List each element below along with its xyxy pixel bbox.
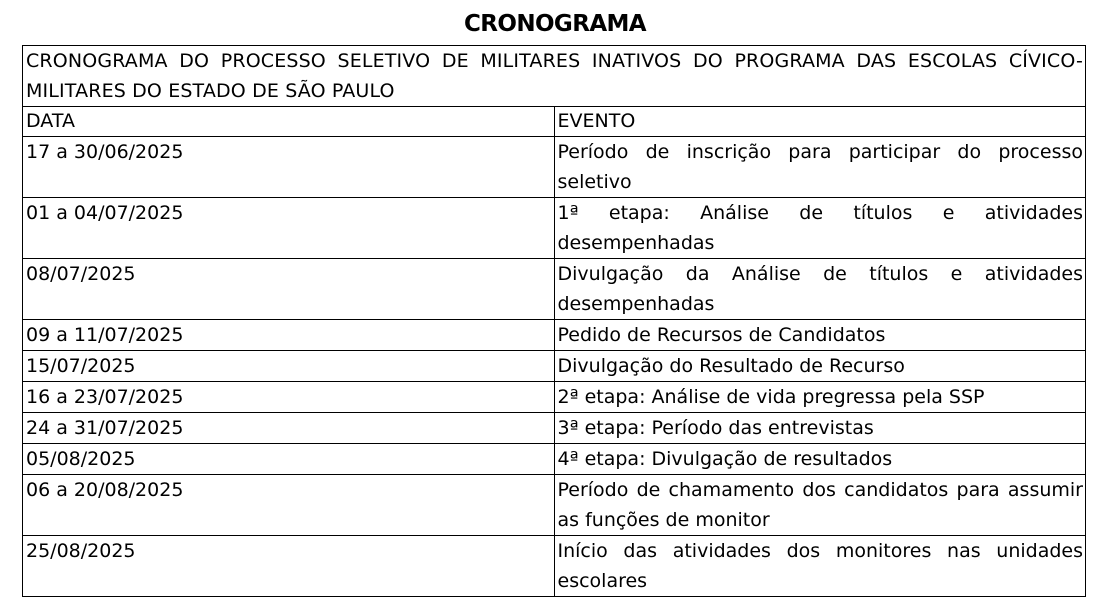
- table-row: [23, 198, 1086, 259]
- table-row: [23, 444, 1086, 475]
- event-column-header: EVENTO: [554, 107, 1086, 137]
- schedule-table: [22, 45, 1086, 597]
- date-cell: 15/07/2025: [23, 351, 555, 382]
- date-column-header: DATA: [23, 107, 555, 137]
- event-cell: Divulgação do Resultado de Recurso: [554, 351, 1086, 382]
- event-cell: Pedido de Recursos de Candidatos: [554, 320, 1086, 351]
- date-cell: 09 a 11/07/2025: [23, 320, 555, 351]
- event-cell: 4ª etapa: Divulgação de resultados: [554, 444, 1086, 475]
- event-cell: Início das atividades dos monitores nas unidades escolares: [554, 536, 1086, 597]
- table-row: [23, 382, 1086, 413]
- header-row: [23, 107, 1086, 137]
- table-banner: CRONOGRAMA DO PROCESSO SELETIVO DE MILITARES INATIVOS DO PROGRAMA DAS ESCOLAS CÍVICO-MILITARES DO ESTADO DE SÃO PAULO: [23, 46, 1086, 107]
- table-row: [23, 259, 1086, 320]
- event-cell: Período de inscrição para participar do processo seletivo: [554, 137, 1086, 198]
- date-cell: 24 a 31/07/2025: [23, 413, 555, 444]
- table-row: [23, 536, 1086, 597]
- date-cell: 06 a 20/08/2025: [23, 475, 555, 536]
- event-cell: Período de chamamento dos candidatos para assumir as funções de monitor: [554, 475, 1086, 536]
- table-row: [23, 351, 1086, 382]
- table-row: [23, 137, 1086, 198]
- event-cell: Divulgação da Análise de títulos e atividades desempenhadas: [554, 259, 1086, 320]
- date-cell: 17 a 30/06/2025: [23, 137, 555, 198]
- date-cell: 05/08/2025: [23, 444, 555, 475]
- banner-row: [23, 46, 1086, 107]
- date-cell: 08/07/2025: [23, 259, 555, 320]
- table-row: [23, 320, 1086, 351]
- event-cell: 3ª etapa: Período das entrevistas: [554, 413, 1086, 444]
- table-row: [23, 475, 1086, 536]
- table-row: [23, 413, 1086, 444]
- date-cell: 25/08/2025: [23, 536, 555, 597]
- date-cell: 16 a 23/07/2025: [23, 382, 555, 413]
- event-cell: 2ª etapa: Análise de vida pregressa pela SSP: [554, 382, 1086, 413]
- date-cell: 01 a 04/07/2025: [23, 198, 555, 259]
- event-cell: 1ª etapa: Análise de títulos e atividades desempenhadas: [554, 198, 1086, 259]
- page-title: CRONOGRAMA: [463, 11, 647, 37]
